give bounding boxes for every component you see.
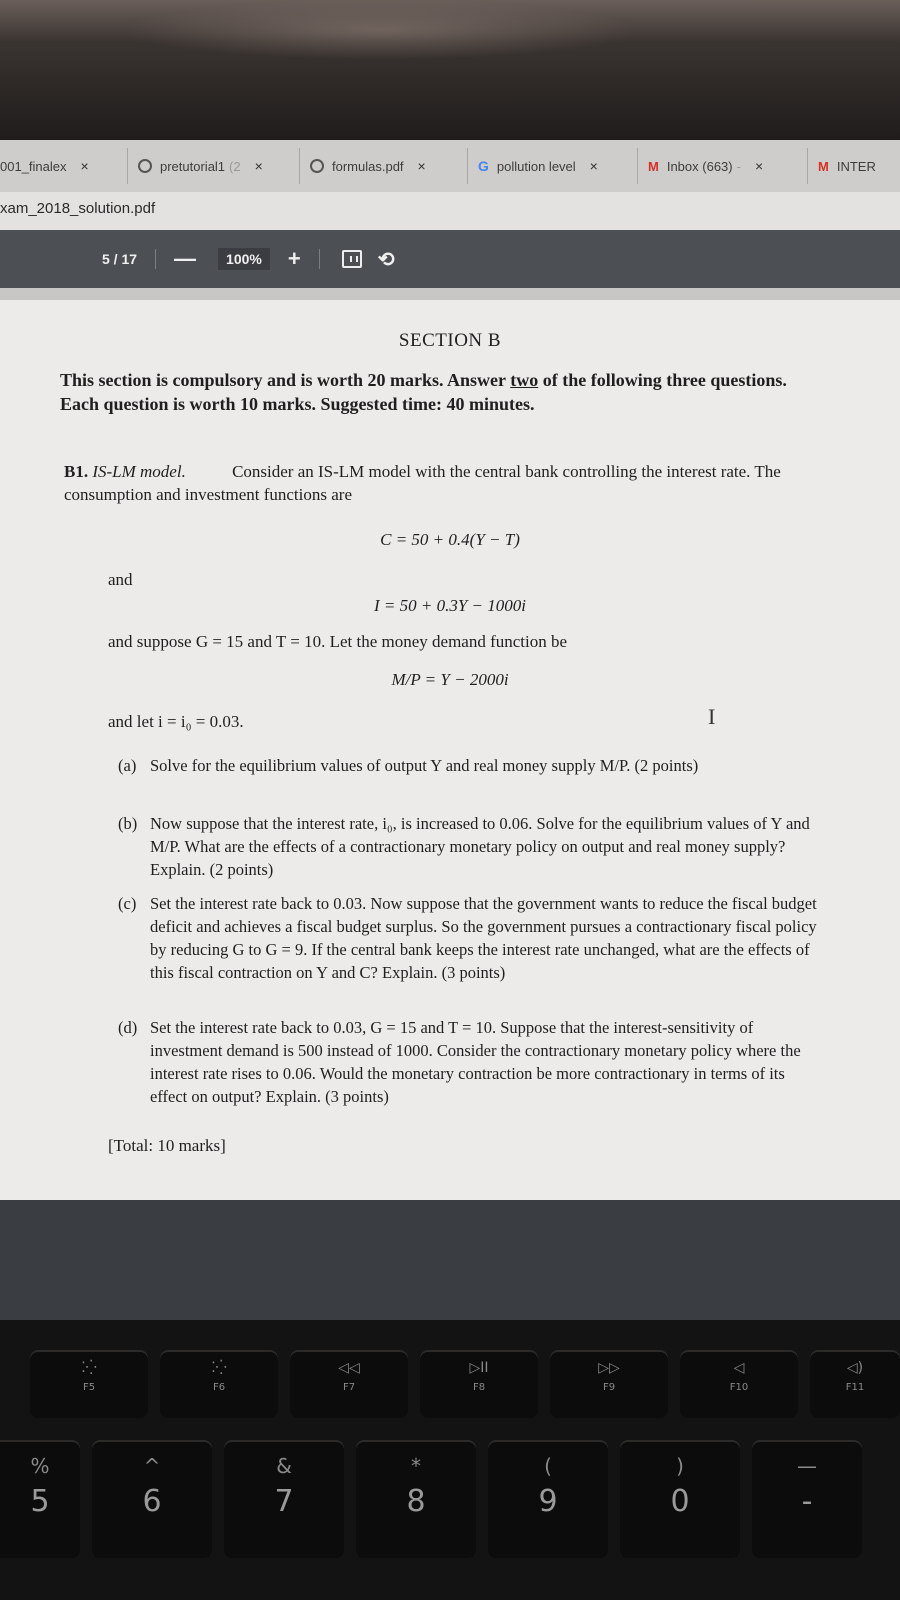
browser-window <box>0 140 900 1320</box>
keyboard <box>0 1320 900 1600</box>
tab-pretutorial[interactable] <box>128 148 300 184</box>
key-8[interactable] <box>356 1440 476 1558</box>
google-icon: G <box>478 158 489 174</box>
key-label: F7 <box>342 1382 356 1393</box>
close-icon[interactable]: × <box>754 158 764 174</box>
viewer-background <box>0 1200 900 1320</box>
keyboard-backlight-down-icon: ⁚⁛ <box>81 1360 97 1376</box>
zoom-level[interactable]: 100% <box>218 248 270 270</box>
part-text: Now suppose that the interest rate, i₀, is increased to 0.06. Solve for the equilibrium values of Y and M/P. What are the effects of a contractionary monetary policy on output and real money supply? Explain. (2 points) <box>150 814 810 879</box>
key-symbol: & <box>276 1454 292 1478</box>
interest-rate-text: and let i = i₀ = 0.03. <box>108 712 244 731</box>
key-label: F11 <box>845 1382 865 1393</box>
viewer-gap <box>0 288 900 300</box>
question-heading <box>64 460 824 506</box>
close-icon[interactable]: × <box>417 158 426 174</box>
key-f5[interactable] <box>30 1350 148 1418</box>
key-f10[interactable] <box>680 1350 798 1418</box>
close-icon[interactable]: × <box>589 158 598 174</box>
question-part-a <box>118 754 822 777</box>
mute-icon: ◁ <box>733 1360 745 1376</box>
and-word: and <box>108 570 133 589</box>
key-symbol: * <box>411 1454 421 1478</box>
key-label: F5 <box>82 1382 96 1393</box>
volume-down-icon: ◁) <box>846 1360 864 1376</box>
tab-label: 001_finalex <box>0 158 67 174</box>
key-7[interactable] <box>224 1440 344 1558</box>
tab-label-suffix: (2 <box>229 158 241 174</box>
globe-icon <box>138 159 152 173</box>
tab-label: pretutorial1 <box>160 158 226 174</box>
pdf-toolbar <box>0 230 900 288</box>
government-text: and suppose G = 15 and T = 10. Let the money demand function be <box>108 632 568 651</box>
intro-underlined-word: two <box>510 370 539 390</box>
key-9[interactable] <box>488 1440 608 1558</box>
question-part-b <box>118 812 822 881</box>
rewind-icon: ◁◁ <box>338 1360 360 1376</box>
question-number: B1. <box>64 462 89 481</box>
part-label: (c) <box>118 894 137 913</box>
gmail-icon: M <box>818 158 829 174</box>
part-text: Solve for the equilibrium values of output Y and real money supply M/P. (2 points) <box>150 756 699 775</box>
tab-inbox[interactable] <box>638 148 808 184</box>
tab-inter[interactable] <box>808 148 900 184</box>
key-label: F10 <box>729 1382 749 1393</box>
close-icon[interactable]: × <box>254 158 263 174</box>
key-0[interactable] <box>620 1440 740 1558</box>
key-label: F8 <box>472 1382 486 1393</box>
key-number: 6 <box>142 1484 162 1519</box>
key-number: - <box>801 1484 813 1519</box>
key-label: F6 <box>212 1382 226 1393</box>
key-number: 9 <box>538 1484 558 1519</box>
tab-label-suffix: - <box>736 158 741 174</box>
key-f11[interactable] <box>810 1350 900 1418</box>
tab-strip <box>0 140 900 192</box>
part-label: (a) <box>118 756 137 775</box>
key-f6[interactable] <box>160 1350 278 1418</box>
part-text: Set the interest rate back to 0.03, G = 15 and T = 10. Suppose that the interest-sensitivity of investment demand is 500 instead of 1000. Consider the contractionary monetary policy where the interest rate rises to 0.06. Would the monetary contraction be more contractionary in terms of its effect on output? Explain. (3 points) <box>150 1018 801 1106</box>
gmail-icon: M <box>648 158 659 174</box>
part-label: (b) <box>118 814 138 833</box>
tab-label: formulas.pdf <box>332 158 404 174</box>
part-label: (d) <box>118 1018 138 1037</box>
page-indicator[interactable]: 5 / 17 <box>102 251 138 267</box>
question-part-d <box>118 1016 822 1108</box>
intro-text-end: of the following three questions. Each question is worth 10 marks. Suggested time: 40 minutes. <box>60 370 787 414</box>
equation-investment: I = 50 + 0.3Y − 1000i <box>373 596 526 615</box>
tab-label: Inbox (663) <box>666 158 733 174</box>
key-f7[interactable] <box>290 1350 408 1418</box>
key-symbol: % <box>30 1454 50 1478</box>
key-symbol: — <box>797 1454 817 1478</box>
zoom-out-button[interactable]: — <box>174 246 197 271</box>
key-symbol: ) <box>676 1454 684 1478</box>
keyboard-backlight-up-icon: ⁚⁛ <box>211 1360 227 1376</box>
toolbar-divider <box>319 249 320 269</box>
tab-label: INTER <box>836 158 876 174</box>
toolbar-divider <box>155 249 156 269</box>
key-symbol: ( <box>544 1454 552 1478</box>
key-6[interactable] <box>92 1440 212 1558</box>
section-intro <box>60 368 830 416</box>
question-part-c <box>118 892 822 984</box>
key-number: 5 <box>30 1484 50 1519</box>
close-icon[interactable]: × <box>80 158 89 174</box>
zoom-in-button[interactable]: + <box>287 246 301 271</box>
intro-text-start: This section is compulsory and is worth 20 marks. Answer <box>60 370 511 390</box>
fast-forward-icon: ▷▷ <box>598 1360 620 1376</box>
background-decoration <box>120 0 640 60</box>
equation-money-demand: M/P = Y − 2000i <box>391 670 509 689</box>
key-number: 8 <box>406 1484 426 1519</box>
total-marks: [Total: 10 marks] <box>108 1136 226 1155</box>
key-f8[interactable] <box>420 1350 538 1418</box>
tab-label: pollution level <box>496 158 576 174</box>
pdf-page <box>0 300 900 1200</box>
part-text: Set the interest rate back to 0.03. Now suppose that the government wants to reduce the fiscal budget deficit and achieves a fiscal budget surplus. So the government pursues a contractionary fiscal policy by reducing G to G = 9. If the central bank keeps the interest rate unchanged, what are the effects of this fiscal contraction on Y and C? Explain. (3 points) <box>150 894 817 982</box>
key-5[interactable] <box>0 1440 80 1558</box>
key-symbol: ^ <box>143 1454 161 1478</box>
tab-pollution[interactable] <box>468 148 638 184</box>
key-number: 0 <box>670 1484 690 1519</box>
address-text: xam_2018_solution.pdf <box>0 200 156 217</box>
key-number: 7 <box>274 1484 294 1519</box>
key-minus[interactable] <box>752 1440 862 1558</box>
tab-formulas[interactable] <box>300 148 468 184</box>
section-title: SECTION B <box>398 330 502 351</box>
key-label: F9 <box>602 1382 616 1393</box>
address-bar[interactable] <box>0 192 900 230</box>
globe-icon <box>310 159 324 173</box>
fit-page-icon[interactable] <box>342 250 362 268</box>
equation-consumption: C = 50 + 0.4(Y − T) <box>380 530 520 549</box>
question-intro: Consider an IS-LM model with the central bank controlling the interest rate. The consumption and investment functions are <box>64 462 781 504</box>
play-pause-icon: ▷II <box>469 1360 489 1376</box>
tab-finalexam[interactable] <box>0 148 128 184</box>
key-f9[interactable] <box>550 1350 668 1418</box>
rotate-icon[interactable]: ⟲ <box>377 248 395 271</box>
question-title: IS-LM model. <box>92 462 186 481</box>
text-cursor-icon: I <box>708 704 716 729</box>
